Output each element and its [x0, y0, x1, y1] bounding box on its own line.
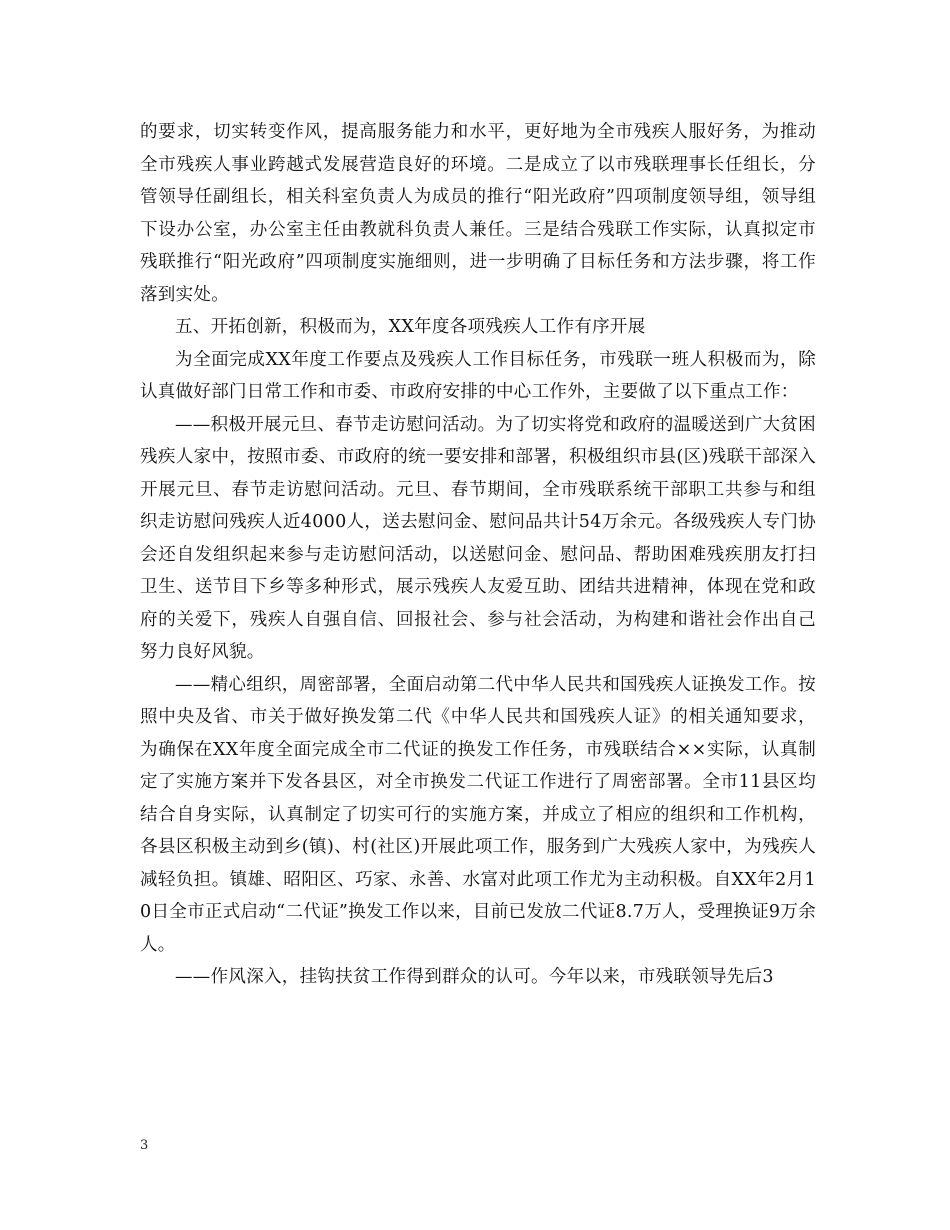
- document-body: [140, 116, 816, 994]
- section-heading: 五、开拓创新，积极而为，XX年度各项残疾人工作有序开展: [175, 317, 646, 337]
- paragraph-4: ——积极开展元旦、春节走访慰问活动。为了切实将党和政府的温暖送到广大贫困残疾人家中，按照市委、市政府的统一要安排和部署，积极组织市县(区)残联干部深入开展元旦、春节走访慰问活动。元旦、春节期间，全市残联系统干部职工共参与和组织走访慰问残疾人近4000人，送去慰问金、慰问品共计54万余元。各级残疾人专门协会还自发组织起来参与走访慰问活动，以送慰问金、慰问品、帮助困难残疾朋友打扫卫生、送节目下乡等多种形式，展示残疾人友爱互助、团结共进精神，体现在党和政府的关爱下，残疾人自强自信、回报社会、参与社会活动，为构建和谐社会作出自己努力良好风貌。: [140, 414, 816, 662]
- paragraph-1: 的要求，切实转变作风，提高服务能力和水平，更好地为全市残疾人服好务，为推动全市残疾人事业跨越式发展营造良好的环境。二是成立了以市残联理事长任组长，分管领导任副组长，相关科室负责人为成员的推行“阳光政府”四项制度领导组，领导组下设办公室，办公室主任由教就科负责人兼任。三是结合残联工作实际，认真拟定市残联推行“阳光政府”四项制度实施细则，进一步明确了目标任务和方法步骤，将工作落到实处。: [140, 122, 816, 305]
- paragraph-6: ——作风深入，挂钩扶贫工作得到群众的认可。今年以来，市残联领导先后3: [175, 967, 774, 987]
- paragraph-5: ——精心组织，周密部署，全面启动第二代中华人民共和国残疾人证换发工作。按照中央及省、市关于做好换发第二代《中华人民共和国残疾人证》的相关通知要求，为确保在XX年度全面完成全市二代证的换发工作任务，市残联结合××实际，认真制定了实施方案并下发各县区，对全市换发二代证工作进行了周密部署。全市11县区均结合自身实际，认真制定了切实可行的实施方案，并成立了相应的组织和工作机构，各县区积极主动到乡(镇)、村(社区)开展此项工作，服务到广大残疾人家中，为残疾人减轻负担。镇雄、昭阳区、巧家、永善、水富对此项工作尤为主动积极。自XX年2月10日全市正式启动“二代证”换发工作以来，目前已发放二代证8.7万人，受理换证9万余人。: [140, 674, 816, 955]
- page-number: 3: [140, 1138, 149, 1153]
- paragraph-3: 为全面完成XX年度工作要点及残疾人工作目标任务，市残联一班人积极而为，除认真做好部门日常工作和市委、市政府安排的中心工作外，主要做了以下重点工作：: [140, 349, 816, 402]
